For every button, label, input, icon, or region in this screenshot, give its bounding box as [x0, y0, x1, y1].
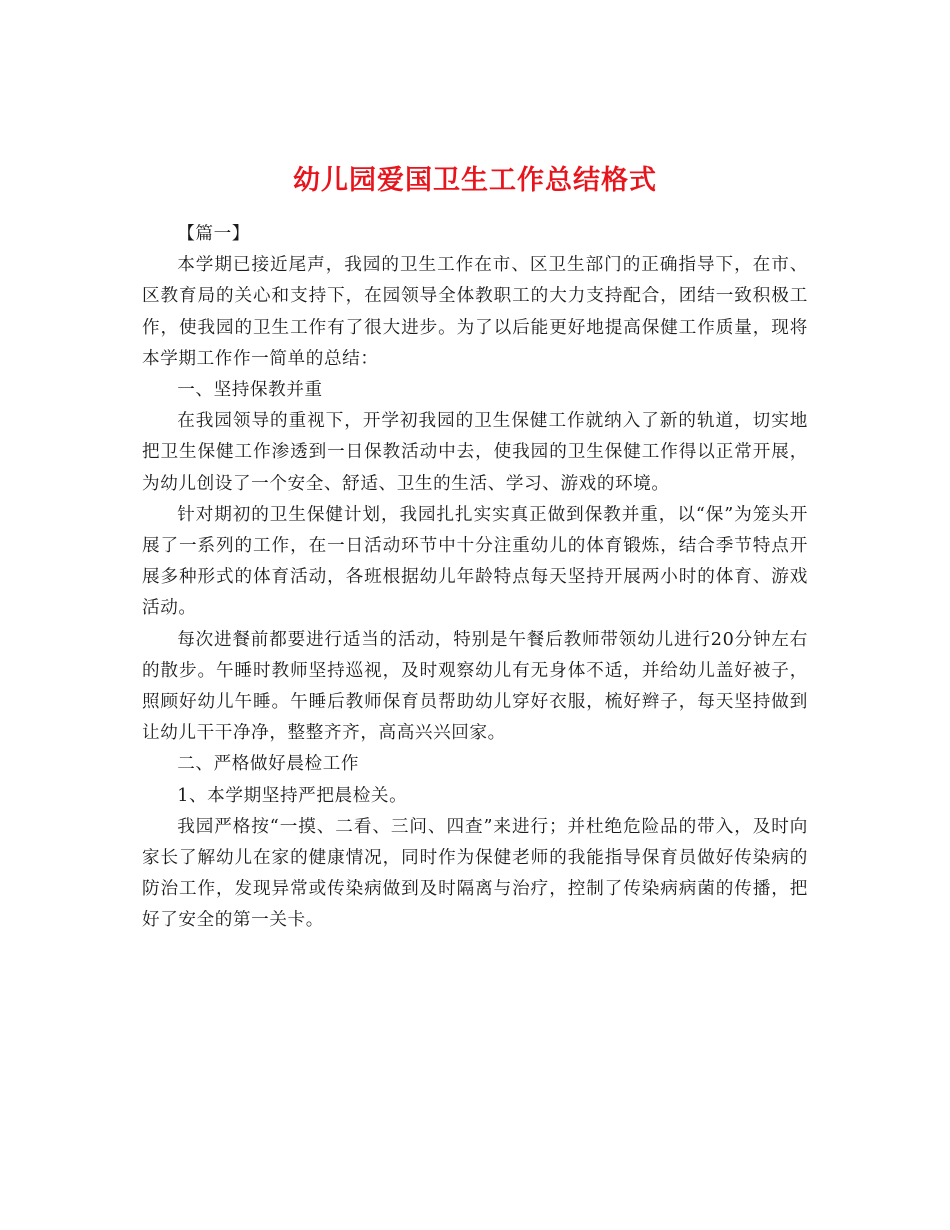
paragraph: 本学期已接近尾声，我园的卫生工作在市、区卫生部门的正确指导下，在市、区教育局的关心和支持下，在园领导全体教职工的大力支持配合，团结一致积极工作，使我园的卫生工作有了很大进步。为了以后能更好地提高保健工作质量，现将本学期工作作一简单的总结：	[142, 255, 808, 369]
section-heading: 【篇一】	[177, 224, 250, 244]
paragraph: 在我园领导的重视下，开学初我园的卫生保健工作就纳入了新的轨道，切实地把卫生保健工作渗透到一日保教活动中去，使我园的卫生保健工作得以正常开展，为幼儿创设了一个安全、舒适、卫生的生活、学习、游戏的环境。	[142, 411, 808, 494]
paragraph: 针对期初的卫生保健计划，我园扎扎实实真正做到保教并重，以“保”为笼头开展了一系列的工作，在一日活动环节中十分注重幼儿的体育锻炼，结合季节特点开展多种形式的体育活动，各班根据幼儿年龄特点每天坚持开展两小时的体育、游戏活动。	[142, 504, 808, 619]
paragraph: 我园严格按“一摸、二看、三问、四查”来进行；并杜绝危险品的带入，及时向家长了解幼儿在家的健康情况，同时作为保健老师的我能指导保育员做好传染病的防治工作，发现异常或传染病做到及时隔离与治疗，控制了传染病病菌的传播，把好了安全的第一关卡。	[142, 816, 808, 931]
paragraph: 每次进餐前都要进行适当的活动，特别是午餐后教师带领幼儿进行20分钟左右的散步。午睡时教师坚持巡视，及时观察幼儿有无身体不适，并给幼儿盖好被子，照顾好幼儿午睡。午睡后教师保育员帮助幼儿穿好衣服，梳好辫子，每天坚持做到让幼儿干干净净，整整齐齐，高高兴兴回家。	[142, 629, 808, 744]
subheading: 一、坚持保教并重	[177, 380, 323, 401]
list-item: 1、本学期坚持严把晨检关。	[177, 785, 408, 806]
document-body	[142, 219, 808, 937]
subheading: 二、严格做好晨检工作	[177, 754, 360, 775]
document-title: 幼儿园爱国卫生工作总结格式	[293, 165, 657, 197]
